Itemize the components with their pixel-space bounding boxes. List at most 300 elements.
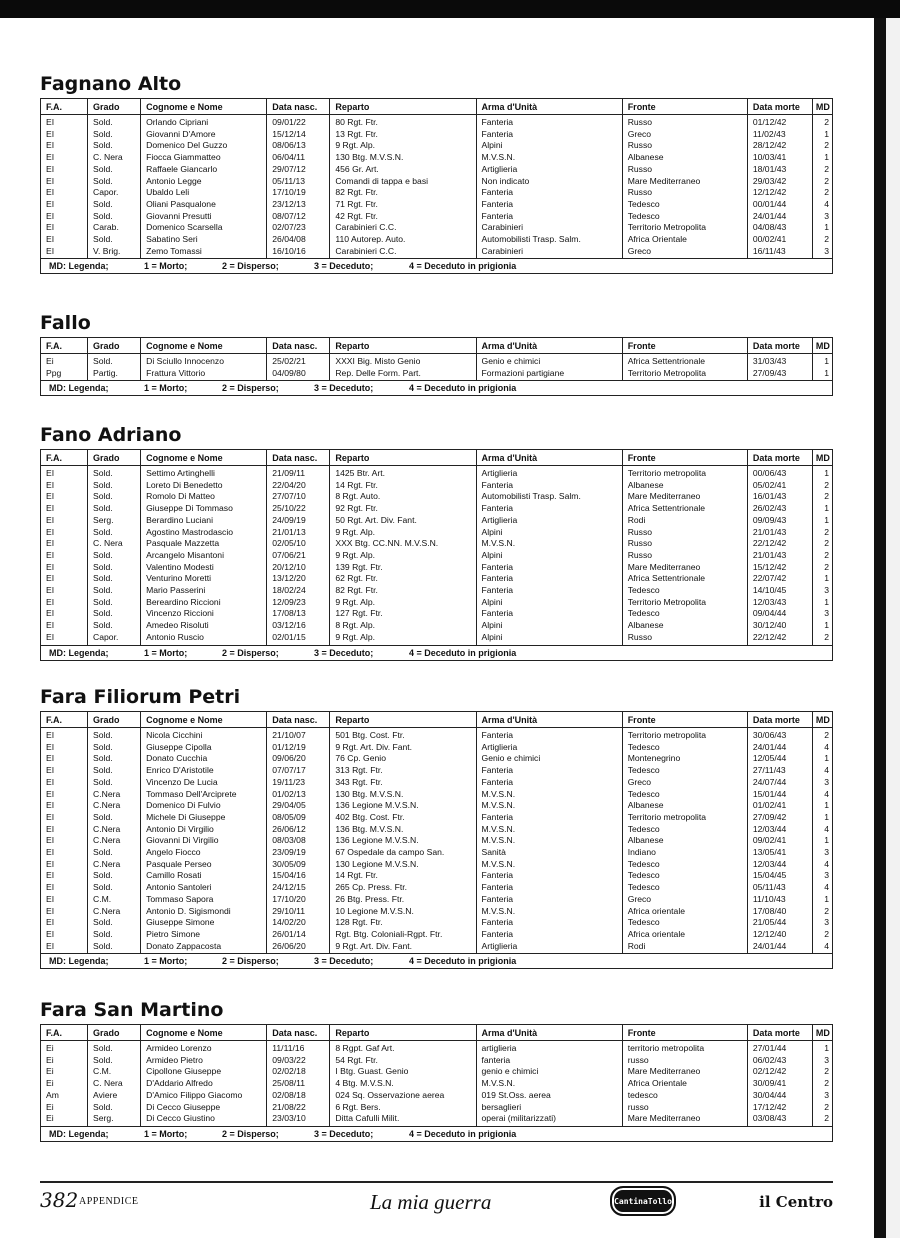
col-nome: Enrico D'Aristotile bbox=[141, 765, 267, 777]
table-row bbox=[41, 597, 833, 609]
col-fa: EI bbox=[41, 187, 88, 199]
table-row bbox=[41, 742, 833, 754]
col-fronte: Russo bbox=[622, 527, 747, 539]
col-grado: Sold. bbox=[88, 115, 141, 129]
legend-cell bbox=[41, 954, 833, 969]
col-arma: Fanteria bbox=[476, 608, 622, 620]
col-md: 2 bbox=[824, 491, 829, 502]
column-header-reparto: Reparto bbox=[330, 712, 476, 728]
col-grado: C.M. bbox=[88, 894, 141, 906]
legend-row bbox=[41, 259, 833, 274]
col-nome: Di Cecco Giustino bbox=[141, 1113, 267, 1126]
col-grado: Capor. bbox=[88, 187, 141, 199]
col-reparto: 130 Btg. M.V.S.N. bbox=[330, 789, 476, 801]
col-reparto: 10 Legione M.V.S.N. bbox=[330, 906, 476, 918]
col-grado: Sold. bbox=[88, 503, 141, 515]
col-nome: Ubaldo Leli bbox=[141, 187, 267, 199]
col-md: 2 bbox=[824, 631, 829, 642]
col-nome: Orlando Cipriani bbox=[141, 115, 267, 129]
table-row bbox=[41, 222, 833, 234]
col-fronte: Russo bbox=[622, 632, 747, 645]
town-section bbox=[40, 999, 833, 1142]
col-data-nasc: 11/11/16 bbox=[267, 1041, 330, 1055]
table-row bbox=[41, 847, 833, 859]
col-grado: Sold. bbox=[88, 585, 141, 597]
legend-cell bbox=[41, 381, 833, 396]
col-arma: M.V.S.N. bbox=[476, 906, 622, 918]
column-header-nome: Cognome e Nome bbox=[141, 712, 267, 728]
col-md: 2 bbox=[824, 187, 829, 198]
col-reparto: 67 Ospedale da campo San. bbox=[330, 847, 476, 859]
col-fa: EI bbox=[41, 789, 88, 801]
col-reparto: 9 Rgt. Alp. bbox=[330, 550, 476, 562]
col-fa: EI bbox=[41, 573, 88, 585]
col-fronte: Africa orientale bbox=[622, 929, 747, 941]
column-header-md: MD bbox=[812, 99, 832, 115]
col-data-morte: 24/01/44 bbox=[747, 211, 812, 223]
col-nome: D'Addario Alfredo bbox=[141, 1078, 267, 1090]
col-data-nasc: 07/07/17 bbox=[267, 765, 330, 777]
col-arma: Alpini bbox=[476, 632, 622, 645]
table-row bbox=[41, 929, 833, 941]
col-arma: M.V.S.N. bbox=[476, 152, 622, 164]
col-md: 1 bbox=[824, 753, 829, 764]
col-arma: Alpini bbox=[476, 620, 622, 632]
col-md: 3 bbox=[824, 917, 829, 928]
town-section bbox=[40, 686, 833, 969]
col-reparto: 80 Rgt. Ftr. bbox=[330, 115, 476, 129]
col-fa: EI bbox=[41, 585, 88, 597]
col-md: 1 bbox=[824, 893, 829, 904]
col-fronte: Tedesco bbox=[622, 199, 747, 211]
col-data-nasc: 29/07/12 bbox=[267, 164, 330, 176]
col-data-nasc: 30/05/09 bbox=[267, 859, 330, 871]
legend-item: 3 = Deceduto; bbox=[314, 261, 374, 272]
col-reparto: 128 Rgt. Ftr. bbox=[330, 917, 476, 929]
legend-title: MD: Legenda; bbox=[49, 1128, 109, 1139]
col-md: 1 bbox=[824, 800, 829, 811]
col-fronte: Russo bbox=[622, 164, 747, 176]
col-fa: EI bbox=[41, 211, 88, 223]
col-grado: Sold. bbox=[88, 562, 141, 574]
col-fa: EI bbox=[41, 222, 88, 234]
col-grado: Sold. bbox=[88, 211, 141, 223]
col-data-morte: 24/01/44 bbox=[747, 941, 812, 954]
col-data-morte: 15/04/45 bbox=[747, 870, 812, 882]
col-reparto: XXXI Big. Misto Genio bbox=[330, 354, 476, 368]
table-row bbox=[41, 176, 833, 188]
casualty-table bbox=[40, 449, 833, 661]
col-fronte: Greco bbox=[622, 777, 747, 789]
table-row bbox=[41, 728, 833, 742]
town-title: Fano Adriano bbox=[40, 424, 182, 446]
col-fronte: Mare Mediterraneo bbox=[622, 562, 747, 574]
table-row bbox=[41, 906, 833, 918]
column-header-data-nasc: Data nasc. bbox=[267, 338, 330, 354]
col-data-nasc: 05/11/13 bbox=[267, 176, 330, 188]
col-md: 2 bbox=[824, 479, 829, 490]
col-fronte: territorio metropolita bbox=[622, 1041, 747, 1055]
col-grado: Sold. bbox=[88, 527, 141, 539]
table-row bbox=[41, 573, 833, 585]
col-fa: EI bbox=[41, 176, 88, 188]
col-reparto: 8 Rgt. Alp. bbox=[330, 620, 476, 632]
col-data-morte: 01/02/41 bbox=[747, 800, 812, 812]
col-fa: EI bbox=[41, 632, 88, 645]
col-grado: Partig. bbox=[88, 368, 141, 381]
col-md: 3 bbox=[824, 210, 829, 221]
legend-item: 1 = Morto; bbox=[144, 1128, 188, 1139]
col-arma: M.V.S.N. bbox=[476, 859, 622, 871]
col-reparto: 402 Btg. Cost. Ftr. bbox=[330, 812, 476, 824]
col-fa: EI bbox=[41, 824, 88, 836]
col-arma: Fanteria bbox=[476, 894, 622, 906]
col-fa: EI bbox=[41, 800, 88, 812]
col-fronte: Tedesco bbox=[622, 211, 747, 223]
col-data-morte: 15/12/42 bbox=[747, 562, 812, 574]
col-data-nasc: 09/06/20 bbox=[267, 753, 330, 765]
col-arma: Alpini bbox=[476, 597, 622, 609]
col-nome: Giovanni Presutti bbox=[141, 211, 267, 223]
col-md: 4 bbox=[824, 882, 829, 893]
col-fronte: Territorio metropolita bbox=[622, 812, 747, 824]
legend-cell bbox=[41, 259, 833, 274]
col-fronte: Tedesco bbox=[622, 917, 747, 929]
col-nome: Camillo Rosati bbox=[141, 870, 267, 882]
column-header-data-morte: Data morte bbox=[747, 99, 812, 115]
col-data-morte: 04/08/43 bbox=[747, 222, 812, 234]
col-data-nasc: 07/06/21 bbox=[267, 550, 330, 562]
col-md: 4 bbox=[824, 823, 829, 834]
col-fa: EI bbox=[41, 847, 88, 859]
col-data-morte: 21/01/43 bbox=[747, 527, 812, 539]
col-grado: Sold. bbox=[88, 491, 141, 503]
town-title: Fallo bbox=[40, 312, 91, 334]
legend-row bbox=[41, 954, 833, 969]
column-header-data-nasc: Data nasc. bbox=[267, 450, 330, 466]
casualty-table bbox=[40, 337, 833, 396]
col-arma: Fanteria bbox=[476, 199, 622, 211]
col-grado: Sold. bbox=[88, 882, 141, 894]
col-data-morte: 09/09/43 bbox=[747, 515, 812, 527]
legend-item: 2 = Disperso; bbox=[222, 647, 279, 658]
col-arma: Fanteria bbox=[476, 187, 622, 199]
col-data-morte: 00/06/43 bbox=[747, 466, 812, 480]
legend-item: 3 = Deceduto; bbox=[314, 956, 374, 967]
col-nome: Cipollone Giuseppe bbox=[141, 1066, 267, 1078]
col-arma: Artiglieria bbox=[476, 515, 622, 527]
col-data-nasc: 15/04/16 bbox=[267, 870, 330, 882]
col-data-nasc: 26/04/08 bbox=[267, 234, 330, 246]
col-reparto: 76 Cp. Genio bbox=[330, 753, 476, 765]
col-grado: Sold. bbox=[88, 929, 141, 941]
col-reparto: 14 Rgt. Ftr. bbox=[330, 480, 476, 492]
col-md: 3 bbox=[824, 776, 829, 787]
col-fa: EI bbox=[41, 753, 88, 765]
col-data-morte: 29/03/42 bbox=[747, 176, 812, 188]
col-reparto: 1425 Btr. Art. bbox=[330, 466, 476, 480]
col-grado: Sold. bbox=[88, 480, 141, 492]
col-fronte: Tedesco bbox=[622, 824, 747, 836]
table-row bbox=[41, 211, 833, 223]
table-row bbox=[41, 620, 833, 632]
col-data-nasc: 14/02/20 bbox=[267, 917, 330, 929]
col-md: 4 bbox=[824, 858, 829, 869]
col-md: 3 bbox=[824, 1089, 829, 1100]
table-row bbox=[41, 199, 833, 211]
col-fronte: Albanese bbox=[622, 620, 747, 632]
col-data-nasc: 01/02/13 bbox=[267, 789, 330, 801]
col-reparto: 136 Btg. M.V.S.N. bbox=[330, 824, 476, 836]
col-fa: EI bbox=[41, 870, 88, 882]
table-row bbox=[41, 246, 833, 259]
col-arma: Fanteria bbox=[476, 480, 622, 492]
col-data-nasc: 25/08/11 bbox=[267, 1078, 330, 1090]
col-data-nasc: 16/10/16 bbox=[267, 246, 330, 259]
table-row bbox=[41, 550, 833, 562]
col-md: 2 bbox=[824, 549, 829, 560]
col-data-morte: 10/03/41 bbox=[747, 152, 812, 164]
col-md: 3 bbox=[824, 1054, 829, 1065]
col-arma: M.V.S.N. bbox=[476, 789, 622, 801]
column-header-fronte: Fronte bbox=[622, 450, 747, 466]
col-data-morte: 01/12/42 bbox=[747, 115, 812, 129]
col-grado: Carab. bbox=[88, 222, 141, 234]
col-fronte: Africa Orientale bbox=[622, 1078, 747, 1090]
column-header-fronte: Fronte bbox=[622, 712, 747, 728]
col-md: 4 bbox=[824, 198, 829, 209]
col-reparto: 62 Rgt. Ftr. bbox=[330, 573, 476, 585]
col-fa: Ei bbox=[41, 1055, 88, 1067]
table-row bbox=[41, 515, 833, 527]
col-data-nasc: 25/02/21 bbox=[267, 354, 330, 368]
table-row bbox=[41, 129, 833, 141]
col-data-morte: 22/12/42 bbox=[747, 538, 812, 550]
col-md: 4 bbox=[824, 788, 829, 799]
table-row bbox=[41, 1066, 833, 1078]
col-arma: fanteria bbox=[476, 1055, 622, 1067]
column-header-reparto: Reparto bbox=[330, 338, 476, 354]
col-fa: EI bbox=[41, 152, 88, 164]
col-arma: Genio e chimici bbox=[476, 753, 622, 765]
col-nome: Di Cecco Giuseppe bbox=[141, 1102, 267, 1114]
col-grado: Sold. bbox=[88, 777, 141, 789]
col-fronte: Russo bbox=[622, 550, 747, 562]
col-fa: EI bbox=[41, 550, 88, 562]
col-nome: Arcangelo Misantoni bbox=[141, 550, 267, 562]
col-grado: C.M. bbox=[88, 1066, 141, 1078]
col-md: 1 bbox=[824, 620, 829, 631]
col-fa: EI bbox=[41, 835, 88, 847]
col-nome: Giovanni Di Virgilio bbox=[141, 835, 267, 847]
col-grado: Sold. bbox=[88, 917, 141, 929]
col-grado: C.Nera bbox=[88, 789, 141, 801]
column-header-arma: Arma d'Unità bbox=[476, 450, 622, 466]
col-data-morte: 05/02/41 bbox=[747, 480, 812, 492]
col-nome: Settimo Artinghelli bbox=[141, 466, 267, 480]
table-row bbox=[41, 164, 833, 176]
col-fa: EI bbox=[41, 538, 88, 550]
col-reparto: Carabinieri C.C. bbox=[330, 222, 476, 234]
col-data-morte: 27/01/44 bbox=[747, 1041, 812, 1055]
col-data-nasc: 26/06/20 bbox=[267, 941, 330, 954]
col-fronte: Tedesco bbox=[622, 765, 747, 777]
column-header-reparto: Reparto bbox=[330, 450, 476, 466]
col-arma: Artiglieria bbox=[476, 742, 622, 754]
column-header-reparto: Reparto bbox=[330, 1025, 476, 1041]
col-data-morte: 06/02/43 bbox=[747, 1055, 812, 1067]
col-data-nasc: 21/01/13 bbox=[267, 527, 330, 539]
col-grado: C.Nera bbox=[88, 906, 141, 918]
legend-title: MD: Legenda; bbox=[49, 261, 109, 272]
col-fa: EI bbox=[41, 859, 88, 871]
col-nome: Vincenzo Riccioni bbox=[141, 608, 267, 620]
col-grado: Sold. bbox=[88, 812, 141, 824]
col-md: 1 bbox=[824, 152, 829, 163]
col-grado: Sold. bbox=[88, 176, 141, 188]
col-nome: Sabatino Seri bbox=[141, 234, 267, 246]
col-nome: Zemo Tomassi bbox=[141, 246, 267, 259]
column-header-md: MD bbox=[812, 450, 832, 466]
col-nome: Antonio Di Virgilio bbox=[141, 824, 267, 836]
col-md: 3 bbox=[824, 585, 829, 596]
col-reparto: 71 Rgt. Ftr. bbox=[330, 199, 476, 211]
col-arma: Fanteria bbox=[476, 777, 622, 789]
col-data-nasc: 21/08/22 bbox=[267, 1102, 330, 1114]
col-fronte: Territorio Metropolita bbox=[622, 222, 747, 234]
header-row bbox=[41, 450, 833, 466]
table-row bbox=[41, 1041, 833, 1055]
table-row bbox=[41, 812, 833, 824]
table-row bbox=[41, 538, 833, 550]
legend-cell bbox=[41, 1126, 833, 1141]
col-reparto: 501 Btg. Cost. Ftr. bbox=[330, 728, 476, 742]
col-data-morte: 12/12/40 bbox=[747, 929, 812, 941]
col-data-morte: 17/08/40 bbox=[747, 906, 812, 918]
col-data-morte: 16/11/43 bbox=[747, 246, 812, 259]
col-md: 1 bbox=[824, 514, 829, 525]
table-row bbox=[41, 1113, 833, 1126]
table-row bbox=[41, 789, 833, 801]
col-reparto: Rep. Delle Form. Part. bbox=[330, 368, 476, 381]
table-row bbox=[41, 480, 833, 492]
legend-item: 4 = Deceduto in prigionia bbox=[409, 956, 517, 967]
col-md: 1 bbox=[824, 573, 829, 584]
col-reparto: 82 Rgt. Ftr. bbox=[330, 187, 476, 199]
col-md: 1 bbox=[824, 835, 829, 846]
column-header-nome: Cognome e Nome bbox=[141, 450, 267, 466]
col-reparto: 8 Rgt. Auto. bbox=[330, 491, 476, 503]
col-data-morte: 11/02/43 bbox=[747, 129, 812, 141]
town-section bbox=[40, 424, 833, 661]
col-reparto: 4 Btg. M.V.S.N. bbox=[330, 1078, 476, 1090]
col-arma: genio e chimici bbox=[476, 1066, 622, 1078]
col-md: 2 bbox=[824, 538, 829, 549]
col-fa: EI bbox=[41, 917, 88, 929]
col-fronte: Albanese bbox=[622, 800, 747, 812]
col-fronte: tedesco bbox=[622, 1090, 747, 1102]
col-fronte: Rodi bbox=[622, 941, 747, 954]
col-arma: Fanteria bbox=[476, 585, 622, 597]
col-grado: Sold. bbox=[88, 550, 141, 562]
col-grado: Sold. bbox=[88, 1055, 141, 1067]
col-data-morte: 27/09/42 bbox=[747, 812, 812, 824]
table-row bbox=[41, 234, 833, 246]
col-fa: EI bbox=[41, 597, 88, 609]
col-reparto: 14 Rgt. Ftr. bbox=[330, 870, 476, 882]
col-fa: EI bbox=[41, 608, 88, 620]
col-grado: Sold. bbox=[88, 728, 141, 742]
table-row bbox=[41, 503, 833, 515]
col-arma: 019 St.Oss. aerea bbox=[476, 1090, 622, 1102]
col-md: 3 bbox=[824, 245, 829, 256]
col-arma: Fanteria bbox=[476, 503, 622, 515]
column-header-fa: F.A. bbox=[41, 1025, 88, 1041]
col-arma: Automobilisti Trasp. Salm. bbox=[476, 234, 622, 246]
col-nome: Pasquale Mazzetta bbox=[141, 538, 267, 550]
col-data-nasc: 29/10/11 bbox=[267, 906, 330, 918]
col-fronte: Tedesco bbox=[622, 789, 747, 801]
col-data-nasc: 20/12/10 bbox=[267, 562, 330, 574]
table-row bbox=[41, 859, 833, 871]
col-data-morte: 21/01/43 bbox=[747, 550, 812, 562]
col-reparto: 9 Rgt. Alp. bbox=[330, 527, 476, 539]
col-data-morte: 27/11/43 bbox=[747, 765, 812, 777]
col-data-nasc: 02/07/23 bbox=[267, 222, 330, 234]
col-reparto: 313 Rgt. Ftr. bbox=[330, 765, 476, 777]
col-md: 1 bbox=[824, 596, 829, 607]
col-arma: Artiglieria bbox=[476, 941, 622, 954]
col-md: 2 bbox=[824, 905, 829, 916]
col-data-nasc: 04/09/80 bbox=[267, 368, 330, 381]
col-nome: Frattura Vittorio bbox=[141, 368, 267, 381]
col-data-morte: 30/12/40 bbox=[747, 620, 812, 632]
col-fa: EI bbox=[41, 929, 88, 941]
column-header-nome: Cognome e Nome bbox=[141, 338, 267, 354]
col-md: 1 bbox=[824, 1043, 829, 1053]
col-fronte: Mare Mediterraneo bbox=[622, 1066, 747, 1078]
col-grado: C.Nera bbox=[88, 800, 141, 812]
col-data-nasc: 26/06/12 bbox=[267, 824, 330, 836]
page-footer bbox=[40, 1186, 833, 1216]
appendix-label: APPENDICE bbox=[79, 1196, 139, 1207]
col-grado: Sold. bbox=[88, 620, 141, 632]
col-data-nasc: 22/04/20 bbox=[267, 480, 330, 492]
col-nome: Amedeo Risoluti bbox=[141, 620, 267, 632]
col-fronte: Russo bbox=[622, 187, 747, 199]
col-data-nasc: 24/09/19 bbox=[267, 515, 330, 527]
col-data-nasc: 02/02/18 bbox=[267, 1066, 330, 1078]
legend-item: 2 = Disperso; bbox=[222, 956, 279, 967]
column-header-fronte: Fronte bbox=[622, 99, 747, 115]
col-data-nasc: 01/12/19 bbox=[267, 742, 330, 754]
col-md: 2 bbox=[824, 175, 829, 186]
col-nome: Mario Passerini bbox=[141, 585, 267, 597]
col-nome: Michele Di Giuseppe bbox=[141, 812, 267, 824]
legend-item: 3 = Deceduto; bbox=[314, 647, 374, 658]
col-grado: Serg. bbox=[88, 1113, 141, 1126]
col-arma: Automobilisti Trasp. Salm. bbox=[476, 491, 622, 503]
col-reparto: I Btg. Guast. Genio bbox=[330, 1066, 476, 1078]
table-row bbox=[41, 894, 833, 906]
column-header-grado: Grado bbox=[88, 338, 141, 354]
col-arma: Fanteria bbox=[476, 882, 622, 894]
col-fa: EI bbox=[41, 491, 88, 503]
column-header-data-nasc: Data nasc. bbox=[267, 1025, 330, 1041]
town-section bbox=[40, 73, 833, 274]
legend-item: 1 = Morto; bbox=[144, 383, 188, 394]
col-nome: Berardino Luciani bbox=[141, 515, 267, 527]
